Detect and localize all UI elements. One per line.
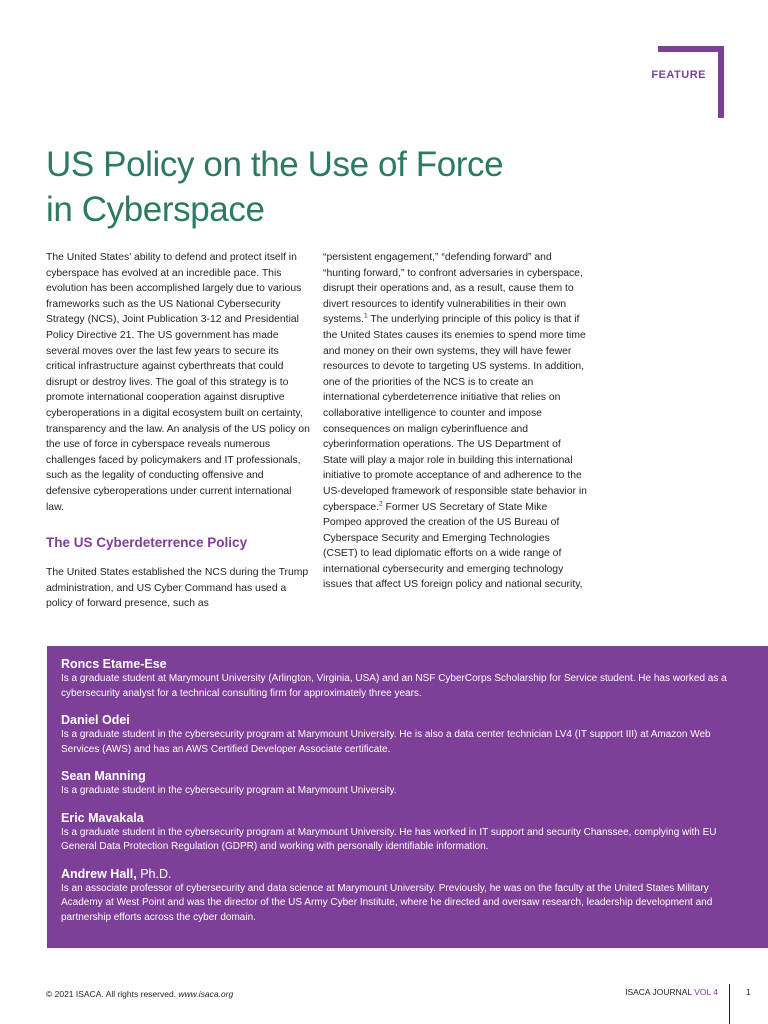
article-column-left [46,250,310,612]
footer-copyright [46,989,233,999]
author-bio [61,712,748,757]
name-text: Roncs Etame-Ese [61,657,167,671]
author-name [61,768,748,784]
author-bio [61,866,748,926]
journal-name: ISACA JOURNAL [625,987,695,997]
author-bio-text: Is a graduate student in the cybersecurity program at Marymount University. [61,785,397,796]
journal-volume: VOL 4 [694,987,718,997]
name-text: Eric Mavakala [61,810,144,825]
author-name [61,656,748,672]
name-text: Andrew Hall, [61,866,137,881]
corner-accent-frame [658,46,724,118]
article-title [46,142,646,232]
body-paragraph: The United States established the NCS during the Trump administration, and US Cyber Command has used a policy of forward presence, such as [46,567,309,610]
footnote-ref[interactable]: 2 [379,500,383,508]
section-heading: The US Cyberdeterrence Policy [46,535,248,551]
author-bio-text: Is a graduate student in the cybersecurity program at Marymount University. He has worked in IT support and security Chanssee, complying with EU General Data Protection Regulation (GDPR) and working with personally identifiable information. [61,826,717,852]
page-number: 1 [746,987,751,997]
name-text: Sean Manning [61,769,146,783]
text-run: The underlying principle of this policy is that if the United States causes its enemies to spend more time and money on their own systems, they will have fewer resources to devote to targeting US systems. In addition, one of the priorities of the NCS is to create an international cyberdeterrence initiative that relies on collaborative intelligence to counter and impose consequences on malign cyberinfluence and cyberinformation operations. The US Department of State will play a major role in building this international initiative to promote acceptance of and adherence to the US-developed framework of responsible state behavior in cyberspace. [323,314,587,513]
title-line-2: in Cyberspace [46,190,265,229]
article-column-right [323,250,587,593]
author-bio [61,656,748,701]
author-name [61,712,748,728]
text-run: Former US Secretary of State Mike Pompeo approved the creation of the US Bureau of Cyberspace Security and Emerging Technologies (CSET) to lead diplomatic efforts on a wide range of international cybersecurity and emerging technology issues that affect US foreign policy and national security, [323,501,583,591]
intro-paragraph: The United States’ ability to defend and protect itself in cyberspace has evolved at an incredible pace. This evolution has been accomplished largely due to various frameworks such as the US National Cybersecurity Strategy (NCS), Joint Publication 3-12 and Presidential Policy Directive 21. The US government has made several moves over the last few years to secure its critical infrastructure against cyberthreats that could disrupt or destroy lives. The goal of this strategy is to promote international cooperation against disruptive cyberoperations in a digital ecosystem built on certainty, transparency and the law. An analysis of the US policy on the use of force in cyberspace reveals numerous challenges faced by policymakers and IT professionals, such as the legality of conducting offensive and defensive cyberoperations under current international law. [46,252,310,513]
footnote-ref[interactable]: 1 [364,312,368,320]
author-bio [61,768,748,799]
author-bio-text: Is a graduate student at Marymount University (Arlington, Virginia, USA) and an NSF CyberCorps Scholarship for Service student. He has worked as a cybersecurity analyst for a technical consulting firm for approximately three years. [61,673,727,699]
footer-journal [625,987,718,997]
author-bio [61,810,748,855]
copyright-text: © 2021 ISACA. All rights reserved. [46,989,179,999]
title-line-1: US Policy on the Use of Force [46,145,504,184]
body-paragraph-continued [323,250,587,593]
footer-link[interactable]: www.isaca.org [178,989,234,999]
author-name [61,810,748,826]
author-name [61,866,748,882]
section-label: FEATURE [651,69,706,81]
author-bios-box [47,646,768,948]
author-credential: Ph.D. [136,866,172,881]
name-text: Daniel Odei [61,713,130,727]
author-bio-text: Is a graduate student in the cybersecurity program at Marymount University. He is also a data center technician LV4 (IT support III) at Amazon Web Services (AWS) and has an AWS Certified Developer Associate certificate. [61,729,711,755]
text-run: “persistent engagement,” “defending forward” and “hunting forward,” to confront adversaries in cyberspace, disrupt their operations and, as a result, cause them to divert resources to identify vulnerabilities in their own systems. [323,252,583,326]
footer-divider [729,984,730,1024]
author-bio-text: Is an associate professor of cybersecurity and data science at Marymount University. Previously, he was on the faculty at the United States Military Academy at West Point and was the director of the US Army Cyber Institute, where he directed and oversaw research, leadership development and partnership efforts across the cyber domain. [61,882,713,923]
